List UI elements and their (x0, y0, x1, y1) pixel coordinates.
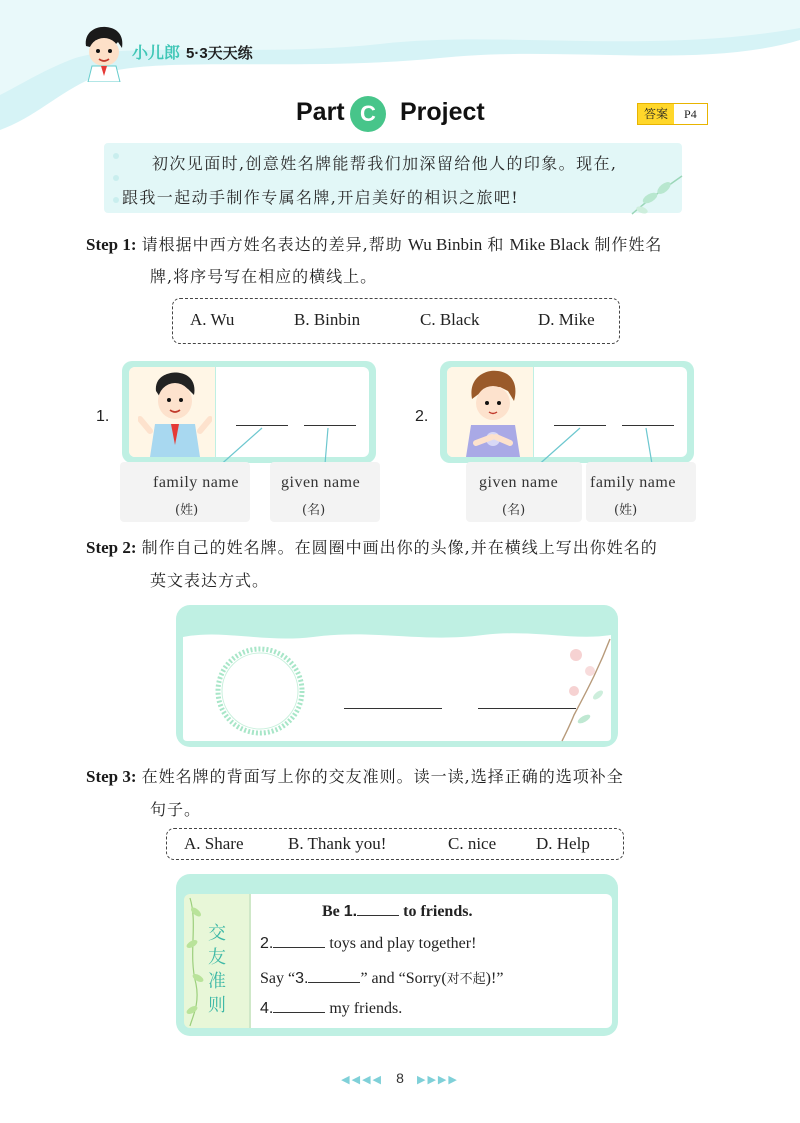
step3-instruction-line1: Step 3: 在姓名牌的背面写上你的交友准则。读一读,选择正确的选项补全 (86, 767, 624, 786)
answer-tag[interactable] (637, 103, 708, 125)
step1-label: Step 1 (86, 235, 131, 254)
series-brand: 小儿郎 (132, 43, 181, 62)
step1-option-a: A. Wu (190, 310, 235, 329)
card2-right-label: family name (590, 474, 676, 491)
mascot-boy-icon (78, 24, 130, 82)
step1-instruction-line1: Step 1: 请根据中西方姓名表达的差异,帮助 Wu Binbin 和 Mike Black 制作姓名 (86, 235, 663, 254)
card1-right-label: given name (281, 474, 361, 491)
friendship-rules-card (176, 874, 618, 1036)
step1-text-b: 和 (487, 235, 505, 254)
series-name: 5·3天天练 (186, 45, 253, 62)
card2-right-cn: (姓) (614, 503, 638, 518)
card1-left-label: family name (153, 474, 239, 491)
step2-instruction-line1: Step 2: 制作自己的姓名牌。在圆圈中画出你的头像,并在横线上写出你姓名的 (86, 538, 658, 557)
side-label: 交 友 准 则 (208, 923, 226, 1016)
next-arrows-icon[interactable]: ▶▶▶▶ (416, 1073, 459, 1086)
step1-name-mike-black: Mike Black (509, 235, 590, 254)
step2-label: Step 2 (86, 538, 131, 557)
step1-name-wu-binbin: Wu Binbin (407, 235, 483, 254)
card2-number: 2. (415, 408, 429, 425)
step3-text: 在姓名牌的背面写上你的交友准则。读一读,选择正确的选项补全 (141, 767, 624, 786)
step1-option-c: C. Black (420, 310, 480, 329)
step1-options-box (172, 298, 620, 344)
leaf-decoration-icon (628, 170, 686, 218)
own-name-card (176, 605, 618, 747)
step3-options-box (166, 828, 624, 860)
step1-option-d: D. Mike (538, 310, 595, 329)
intro-line-1: 初次见面时,创意姓名牌能帮我们加深留给他人的印象。现在, (152, 154, 618, 173)
step1-option-b: B. Binbin (294, 310, 361, 329)
rule-3: Say “3. ” and “Sorry(对不起)!” (260, 970, 504, 987)
rule-2: 2. toys and play together! (260, 935, 477, 952)
step3-instruction-line2: 句子。 (150, 800, 202, 819)
rule4-blank[interactable] (273, 1012, 325, 1013)
card1-right-cn: (名) (302, 503, 326, 518)
part-letter: C (360, 101, 376, 126)
card2-left-cn: (名) (502, 503, 526, 518)
step3-option-d: D. Help (536, 834, 590, 853)
title-project: Project (400, 98, 485, 126)
prev-arrows-icon[interactable]: ◀◀◀◀ (341, 1073, 383, 1086)
card2-left-label: given name (479, 474, 559, 491)
rule1-blank[interactable] (357, 915, 399, 916)
footer-pagination (340, 1068, 460, 1087)
title-part: Part (296, 98, 345, 126)
rule-1: Be 1. to friends. (322, 903, 473, 920)
step1-text-a: 请根据中西方姓名表达的差异,帮助 (141, 235, 403, 254)
rule3-blank[interactable] (308, 982, 360, 983)
card1-left-cn: (姓) (175, 503, 199, 518)
step1-text-c: 制作姓名 (594, 235, 663, 254)
answer-label: 答案 (638, 104, 674, 124)
rule2-blank[interactable] (273, 947, 325, 948)
step2-text: 制作自己的姓名牌。在圆圈中画出你的头像,并在横线上写出你姓名的 (141, 538, 658, 557)
step3-option-b: B. Thank you! (288, 834, 387, 853)
rule-4: 4. my friends. (260, 1000, 403, 1017)
step3-label: Step 3 (86, 767, 131, 786)
intro-line-2: 跟我一起动手制作专属名牌,开启美好的相识之旅吧! (122, 188, 520, 207)
step2-instruction-line2: 英文表达方式。 (150, 571, 270, 590)
step3-option-c: C. nice (448, 834, 497, 853)
portrait-circle[interactable] (214, 645, 306, 737)
step3-option-a: A. Share (184, 834, 244, 853)
blossom-decoration-icon (560, 635, 616, 745)
answer-page: P4 (674, 104, 707, 124)
part-c-badge (350, 96, 386, 132)
page-number: 8 (396, 1070, 404, 1086)
step1-instruction-line2: 牌,将序号写在相应的横线上。 (150, 267, 378, 286)
own-name-blank-1[interactable] (344, 708, 442, 709)
card1-number: 1. (96, 408, 110, 425)
